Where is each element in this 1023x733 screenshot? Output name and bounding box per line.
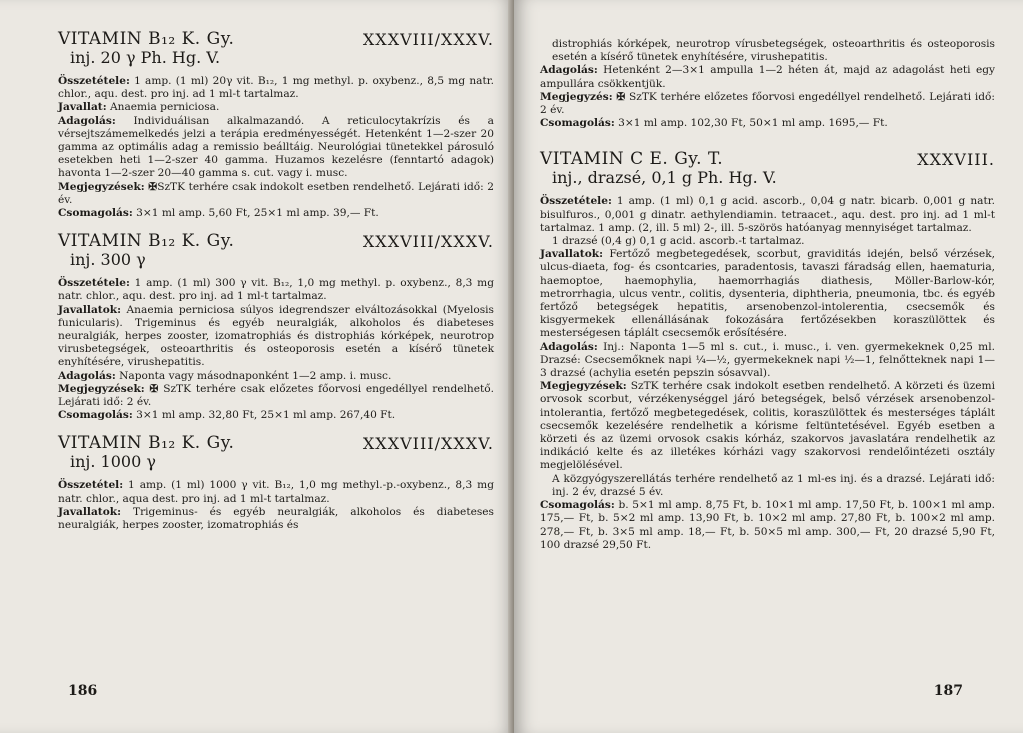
dosage xyxy=(58,115,494,181)
dosage-text: Hetenként 2—3×1 ampulla 1—2 héten át, majd az adagolást heti egy ampullára csökkentjük. xyxy=(540,64,995,90)
entry-b12-300 xyxy=(58,232,494,422)
composition-label: Összetétel: xyxy=(58,479,124,492)
indications-label: Javallatok: xyxy=(58,303,122,316)
composition-text: 1 amp. (1 ml) 20γ vit. B₁₂, 1 mg methyl. p. oxybenz., 8,5 mg natr. chlor., aqu. dest. pro inj. ad 1 ml-t tartalmaz. xyxy=(58,75,494,101)
composition-label: Összetétele: xyxy=(58,75,130,87)
entry-title: VITAMIN C E. Gy. T. xyxy=(540,149,724,170)
packaging-label: Csomagolás: xyxy=(58,207,133,220)
packaging xyxy=(540,499,995,552)
page-number: 187 xyxy=(933,683,963,699)
packaging-text: 3×1 ml amp. 102,30 Ft, 50×1 ml amp. 1695,— Ft. xyxy=(618,117,888,130)
remarks-text: SzTK terhére csak indokolt esetben rendelhető. Lejárati idő: 2 év. xyxy=(58,180,494,206)
entry-vitamin-c xyxy=(540,150,995,551)
packaging xyxy=(58,207,494,220)
indications xyxy=(58,506,494,532)
composition-dragee: 1 drazsé (0,4 g) 0,1 g acid. ascorb.-t tartalmaz. xyxy=(552,235,805,248)
composition xyxy=(58,479,494,505)
dosage-label: Adagolás: xyxy=(58,369,116,382)
dosage-label: Adagolás: xyxy=(58,114,116,127)
indications-label: Javallatok: xyxy=(540,248,604,261)
indication xyxy=(58,101,494,114)
composition xyxy=(58,75,494,101)
indication-label: Javallat: xyxy=(58,101,107,114)
entry-b12-1000-continued xyxy=(540,38,995,130)
indications-label: Javallatok: xyxy=(58,505,122,518)
cross-icon: ✠ xyxy=(149,382,159,395)
remarks-text: SzTK terhére csak előzetes főorvosi engedéllyel rendelhető. Lejárati idő: 2 év. xyxy=(58,382,494,409)
indications-text: Trigeminus- és egyéb neuralgiák, alkoholos és diabeteses neuralgiák, herpes zooster, izomatrophiás és xyxy=(58,505,494,532)
packaging-text: b. 5×1 ml amp. 8,75 Ft, b. 10×1 ml amp. 17,50 Ft, b. 100×1 ml amp. 175,— Ft, b. 5×2 ml amp. 13,90 Ft, b. 10×2 ml amp. 27,80 Ft, b. 100×2 ml amp. 278,— Ft, b. 3×5 ml amp. 18,— Ft, b. 50×5 ml amp. 300,— Ft, 20 drazsé 5,90 Ft, 100 drazsé 29,50 Ft. xyxy=(540,499,995,551)
entry-header xyxy=(58,232,494,251)
entry-code: XXXVIII/XXXV. xyxy=(362,232,494,252)
composition xyxy=(540,195,995,235)
dosage xyxy=(58,370,494,383)
composition-label: Összetétele: xyxy=(58,277,130,290)
entry-header xyxy=(58,30,494,49)
dosage xyxy=(540,341,995,381)
remarks-label: Megjegyzések: xyxy=(58,180,145,193)
dosage xyxy=(540,64,995,90)
packaging xyxy=(540,117,995,130)
entry-title: VITAMIN B₁₂ K. Gy. xyxy=(58,29,235,49)
packaging-label: Csomagolás: xyxy=(540,499,615,512)
entry-b12-20 xyxy=(58,30,494,220)
dosage-label: Adagolás: xyxy=(540,340,598,353)
packaging-label: Csomagolás: xyxy=(540,117,615,130)
remarks-text: SzTK terhére előzetes főorvosi engedéllyel rendelhető. Lejárati idő: 2 év. xyxy=(540,90,995,117)
entry-title: VITAMIN B₁₂ K. Gy. xyxy=(58,231,235,252)
entry-title: VITAMIN B₁₂ K. Gy. xyxy=(58,433,235,454)
entry-code: XXXVIII/XXXV. xyxy=(362,434,494,454)
remarks xyxy=(540,380,995,472)
entry-code: XXXVIII. xyxy=(917,150,995,170)
cross-icon: ✠ xyxy=(148,180,158,193)
right-page xyxy=(514,0,1023,733)
entry-code: XXXVIII/XXXV. xyxy=(362,30,494,49)
cross-icon: ✠ xyxy=(616,90,626,103)
dosage-text: Naponta vagy másodnaponként 1—2 amp. i. musc. xyxy=(119,369,392,382)
packaging-label: Csomagolás: xyxy=(58,409,133,422)
remarks xyxy=(58,181,494,207)
indications-text: Anaemia perniciosa súlyos idegrendszer elváltozásokkal (Myelosis funicularis). Trigeminus és egyéb neuralgiák, alkoholos és diabeteses neuralgiák, herpes zooster, izomatrophiás és distrophiás kórképek, neurotrop virusbetegségek, osteoarthritis és osteoporosis esetén a kísérő tünetek enyhítésére, virushepatitis. xyxy=(58,303,494,369)
remarks-continued: A közgyógyszerellátás terhére rendelhető az 1 ml-es inj. és a drazsé. Lejárati idő: inj. 2 év, drazsé 5 év. xyxy=(552,472,995,498)
composition-text: 1 amp. (1 ml) 0,1 g acid. ascorb., 0,04 g natr. bicarb. 0,001 g natr. bisulfuros., 0,001 g dinatr. aethylendiamin. tetraacet., aqu. dest. pro inj. ad 1 ml-t tartalmaz. 1 amp. (2, ill. 5 ml) 2-, ill. 5-szörös hatóanyag mennyiséget tartalmaz. xyxy=(540,195,995,234)
composition xyxy=(58,277,494,303)
entry-header xyxy=(540,150,995,169)
page-number: 186 xyxy=(68,683,98,699)
entry-header xyxy=(58,434,494,453)
dosage-text: Inj.: Naponta 1—5 ml s. cut., i. musc., i. ven. gyermekeknek 0,25 ml. Drazsé: Csecsemőknek napi ¼—½, gyermekeknek napi ½—1, felnőtteknek napi 1—3 drazsé (achylia esetén pepszin sósavval). xyxy=(540,340,995,380)
continuation-text: distrophiás kórképek, neurotrop vírusbetegségek, osteoarthritis és osteoporosis esetén a kísérő tünetek enyhítésére, virushepatitis. xyxy=(552,38,995,64)
entry-subtitle: inj. 1000 γ xyxy=(70,452,156,472)
entry-subtitle: inj. 20 γ Ph. Hg. V. xyxy=(70,48,221,67)
remarks-label: Megjegyzés: xyxy=(540,90,613,103)
dosage-label: Adagolás: xyxy=(540,64,598,77)
indications xyxy=(540,248,995,340)
entry-subtitle: inj. 300 γ xyxy=(70,250,146,270)
packaging-text: 3×1 ml amp. 32,80 Ft, 25×1 ml amp. 267,40 Ft. xyxy=(136,409,396,422)
composition-label: Összetétele: xyxy=(540,195,612,208)
remarks xyxy=(540,91,995,117)
remarks-label: Megjegyzések: xyxy=(58,382,145,395)
indications xyxy=(58,304,494,370)
composition-text: 1 amp. (1 ml) 1000 γ vit. B₁₂, 1,0 mg methyl.-p.-oxybenz., 8,3 mg natr. chlor., aqua dest. pro inj. ad 1 ml-t tartalmaz. xyxy=(58,479,494,505)
entry-subtitle: inj., drazsé, 0,1 g Ph. Hg. V. xyxy=(552,168,777,188)
dosage-text: Individuálisan alkalmazandó. A reticulocytakrízis és a vérsejtszámemelkedés jelzi a terápia eredményességét. Hetenként 1—2-szer 20 gamma az optimális adag a remissio beálltáig. Neurológiai tünetekkel párosuló esetekben heti 1—2-szer 40 gamma. Huzamos kezelésre (fenntartó adagok) havonta 1—2-szer 20—40 gamma s. cut. vagy i. musc. xyxy=(58,114,494,180)
indication-text: Anaemia perniciosa. xyxy=(110,101,220,114)
remarks-label: Megjegyzések: xyxy=(540,380,627,393)
packaging xyxy=(58,409,494,422)
entry-b12-1000 xyxy=(58,434,494,532)
remarks-text: SzTK terhére csak indokolt esetben rendelhető. A körzeti és üzemi orvosok scorbut, vérzékenységgel járó betegségek, belső vérzések arsenobenzol-intolerantia, fertőző megbetegedések, colitis, koraszülöttek és mesterséges táplált csecsemők kezelésére rendelhetik a kórisme feltüntetésével. Egyéb esetben a körzeti és az üzemi orvosok csakis kórház, szakorvos javaslatára rendelhetik az indikáció kelte és az illetékes kórházi vagy szakorvosi rendelőintézeti osztály megjelölésével. xyxy=(540,380,995,472)
composition-text: 1 amp. (1 ml) 300 γ vit. B₁₂, 1,0 mg methyl. p. oxybenz., 8,3 mg natr. chlor., aqu. dest. pro inj. ad 1 ml-t tartalmaz. xyxy=(58,277,494,303)
packaging-text: 3×1 ml amp. 5,60 Ft, 25×1 ml amp. 39,— Ft. xyxy=(136,207,379,220)
indications-text: Fertőző megbetegedések, scorbut, graviditás idején, belső vérzések, ulcus-diaeta, fog- és csontcaries, paradentosis, tavaszi fáradság ellen, haematuria, haemoptoe, haemophylia, haemorrhagiás diathesis, Möller-Barlow-kór, metrorrhagia, ulcus ventr., colitis, dysenteria, diphtheria, pneumonia, tbc. és egyéb fertőző betegségek hepatitis, arsenobenzol-intolerentia, csecsemők és kisgyermekek ellenállásának fokozására fertőzésekben koraszülöttek és mesterségesen táplált csecsemők erősítésére. xyxy=(540,248,995,340)
remarks xyxy=(58,383,494,409)
